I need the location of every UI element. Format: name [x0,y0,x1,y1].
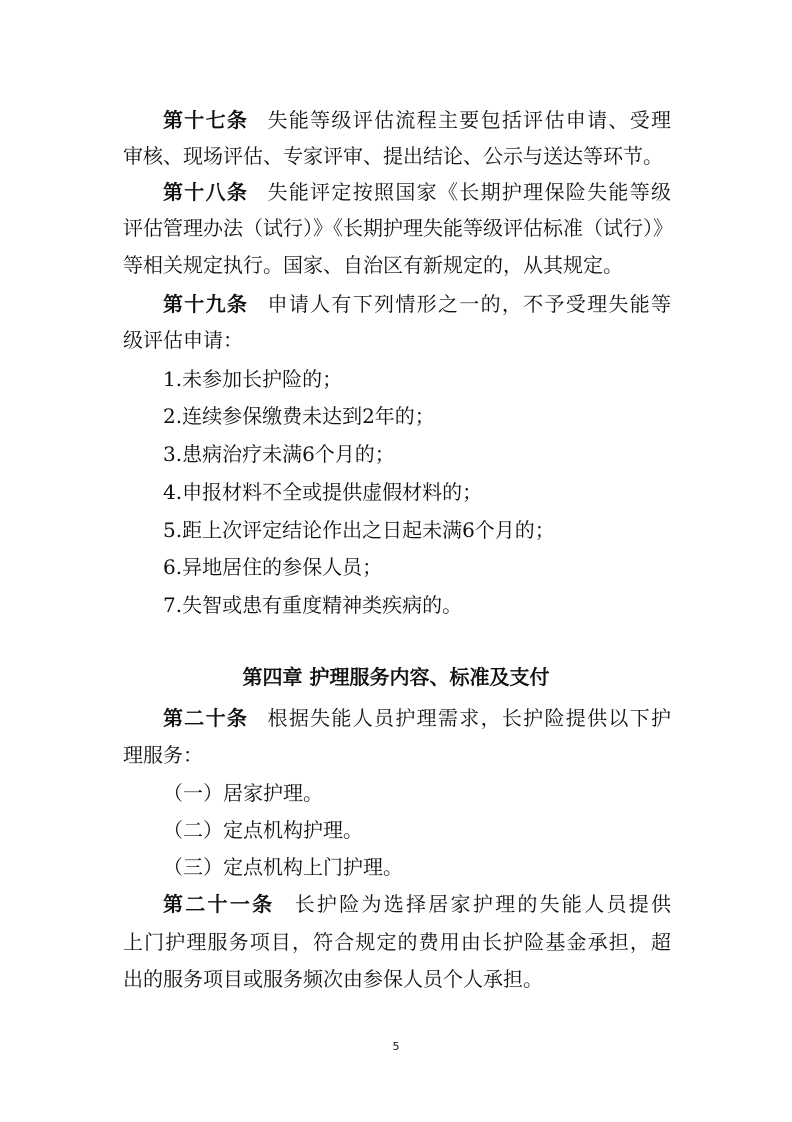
art19-line-1 [163,290,671,318]
art20-line-1 [163,704,671,732]
art17-line-2: 审核、现场评估、专家评审、提出结论、公示与送达等环节。 [123,144,663,168]
art18-line-1 [163,178,671,206]
art18-line-3: 等相关规定执行。国家、自治区有新规定的，从其规定。 [123,253,623,277]
art19-text-1: 申请人有下列情形之一的，不予受理失能等 [266,292,672,316]
art18-text-1: 失能评定按照国家《长期护理保险失能等级 [266,180,672,204]
art20-label: 第二十条 [163,706,249,730]
list-item: （一）居家护理。 [163,781,323,805]
page-number: 5 [392,1040,400,1053]
chapter-heading: 第四章 护理服务内容、标准及支付 [242,665,550,689]
art19-label: 第十九条 [163,292,249,316]
art18-label: 第十八条 [163,180,249,204]
art19-line-2: 级评估申请： [123,328,243,352]
art17-label: 第十七条 [163,108,249,132]
art21-line-2: 上门护理服务项目，符合规定的费用由长护险基金承担，超 [123,930,671,954]
list-item: 1.未参加长护险的； [163,367,343,391]
list-item: 2.连续参保缴费未达到2年的； [163,404,435,428]
list-item: （三）定点机构上门护理。 [163,855,403,879]
art21-line-1 [163,890,671,918]
list-item: 5.距上次评定结论作出之日起未满6个月的； [163,518,555,542]
list-item: （二）定点机构护理。 [163,818,363,842]
list-item: 6.异地居住的参保人员； [163,555,383,579]
art20-text-1: 根据失能人员护理需求，长护险提供以下护 [266,706,672,730]
art18-line-2: 评估管理办法（试行）》《长期护理失能等级评估标准（试行）》 [123,216,673,240]
art17-text-1: 失能等级评估流程主要包括评估申请、受理 [266,108,672,132]
art21-text-1: 长护险为选择居家护理的失能人员提供 [292,892,672,916]
list-item: 4.申报材料不全或提供虚假材料的； [163,480,483,504]
art21-line-3: 出的服务项目或服务频次由参保人员个人承担。 [123,967,543,991]
art21-label: 第二十一条 [163,892,275,916]
art17-line-1 [163,106,671,134]
art20-line-2: 理服务： [123,743,203,767]
list-item: 3.患病治疗未满6个月的； [163,442,395,466]
list-item: 7.失智或患有重度精神类疾病的。 [163,593,463,617]
